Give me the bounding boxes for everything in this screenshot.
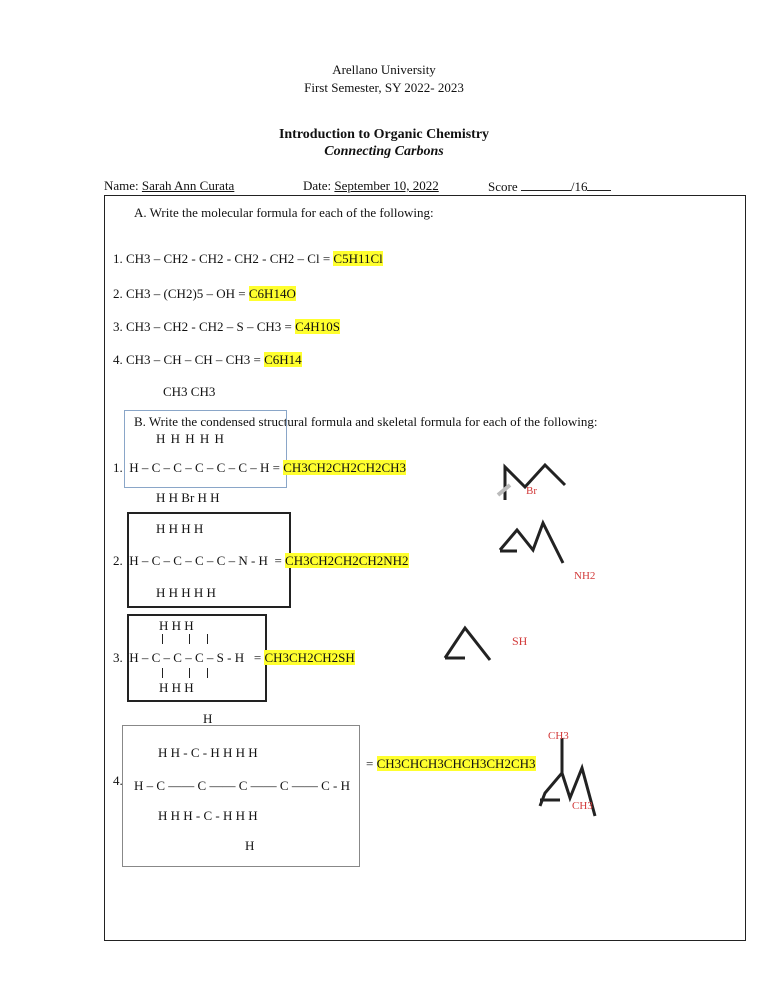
- b1-skeletal-label: Br: [526, 485, 537, 497]
- b1-skeletal: [490, 455, 610, 505]
- course-title: Introduction to Organic Chemistry: [278, 127, 490, 142]
- answer: CH3CH2CH2CH2NH2: [285, 553, 409, 568]
- item-number: 2.: [113, 553, 123, 568]
- item-number: 2.: [113, 286, 123, 301]
- b2-bottom-h: H H H H H: [156, 585, 216, 600]
- semester: First Semester, SY 2022- 2023: [304, 80, 464, 95]
- b3-top-h: H H H: [159, 618, 194, 633]
- b3-mid: 3. H – C – C – C – S - H = CH3CH2CH2SH: [113, 650, 355, 665]
- b1-top-h: H H H H H: [156, 431, 225, 446]
- score-row: [488, 178, 611, 195]
- name-value: Sarah Ann Curata: [141, 178, 235, 193]
- b2-top-h: H H H H: [156, 521, 204, 536]
- item-number: 3.: [113, 319, 123, 334]
- structure: H – C – C – C – C – N - H: [129, 553, 268, 568]
- score-blank: [521, 178, 571, 191]
- formula: CH3 – (CH2)5 – OH =: [126, 286, 246, 301]
- answer: C6H14: [264, 352, 302, 367]
- b2-skeletal-label: NH2: [574, 570, 596, 582]
- b4-answer: = CH3CHCH3CHCH3CH2CH3: [366, 756, 536, 771]
- item-number: 4.: [113, 352, 123, 367]
- b3-skeletal-label: SH: [512, 634, 528, 648]
- structure: H – C – C – C – S - H: [129, 650, 245, 665]
- score-label: Score: [488, 179, 518, 194]
- a-item-4: [113, 352, 302, 368]
- b3-skeletal: [440, 620, 520, 665]
- b4-top-h: H H - C - H H H H: [158, 745, 258, 760]
- item-number: 1.: [113, 251, 123, 266]
- b4-bottom2-h: H: [245, 838, 255, 853]
- score-blank-tail: [587, 178, 611, 191]
- a-item-1: [113, 251, 383, 267]
- university-name: Arellano University: [332, 62, 436, 77]
- a-item-4-below: CH3 CH3: [163, 384, 216, 399]
- a-item-2: [113, 286, 296, 302]
- section-a-instruction: A. Write the molecular formula for each of the following:: [134, 205, 434, 220]
- b4-num: 4.: [113, 773, 123, 788]
- item-number: 3.: [113, 650, 123, 665]
- section-b-instruction: B. Write the condensed structural formula and skeletal formula for each of the following:: [134, 414, 598, 429]
- subtitle: Connecting Carbons: [324, 144, 444, 159]
- date-row: [303, 178, 439, 194]
- b2-mid: 2. H – C – C – C – C – N - H = CH3CH2CH2CH2NH2: [113, 553, 409, 568]
- b4-top0-h: H: [203, 711, 213, 726]
- b4-bottom-h: H H H - C - H H H: [158, 808, 258, 823]
- answer: C6H14O: [248, 286, 296, 301]
- formula: CH3 – CH2 - CH2 - CH2 - CH2 – Cl =: [126, 251, 331, 266]
- b3-bottom-h: H H H: [159, 680, 194, 695]
- b1-bottom-h: H H Br H H: [156, 490, 220, 505]
- b2-skeletal: [495, 518, 585, 568]
- b4-skeletal: [530, 738, 610, 828]
- item-number: 1.: [113, 460, 123, 475]
- name-label: Name:: [104, 178, 139, 193]
- date-value: September 10, 2022: [334, 178, 439, 193]
- answer: CH3CH2CH2CH2CH3: [283, 460, 407, 475]
- answer: CH3CHCH3CHCH3CH2CH3: [376, 756, 536, 771]
- b4-mid: H – C —— C —— C —— C —— C - H: [134, 778, 350, 793]
- score-total: /16: [570, 179, 588, 194]
- answer: C5H11Cl: [333, 251, 383, 266]
- b1-box: [124, 410, 287, 488]
- a-item-3: [113, 319, 340, 335]
- date-label: Date:: [303, 178, 332, 193]
- answer: CH3CH2CH2SH: [264, 650, 355, 665]
- formula: CH3 – CH – CH – CH3 =: [126, 352, 261, 367]
- b1-mid: [113, 460, 406, 476]
- formula: CH3 – CH2 - CH2 – S – CH3 =: [126, 319, 292, 334]
- answer: C4H10S: [295, 319, 340, 334]
- name-row: [104, 178, 234, 194]
- b4-skeletal-label-top: CH3: [548, 730, 569, 742]
- b4-skeletal-label-bottom: CH3: [572, 800, 593, 812]
- structure: H – C – C – C – C – C – H =: [129, 460, 280, 475]
